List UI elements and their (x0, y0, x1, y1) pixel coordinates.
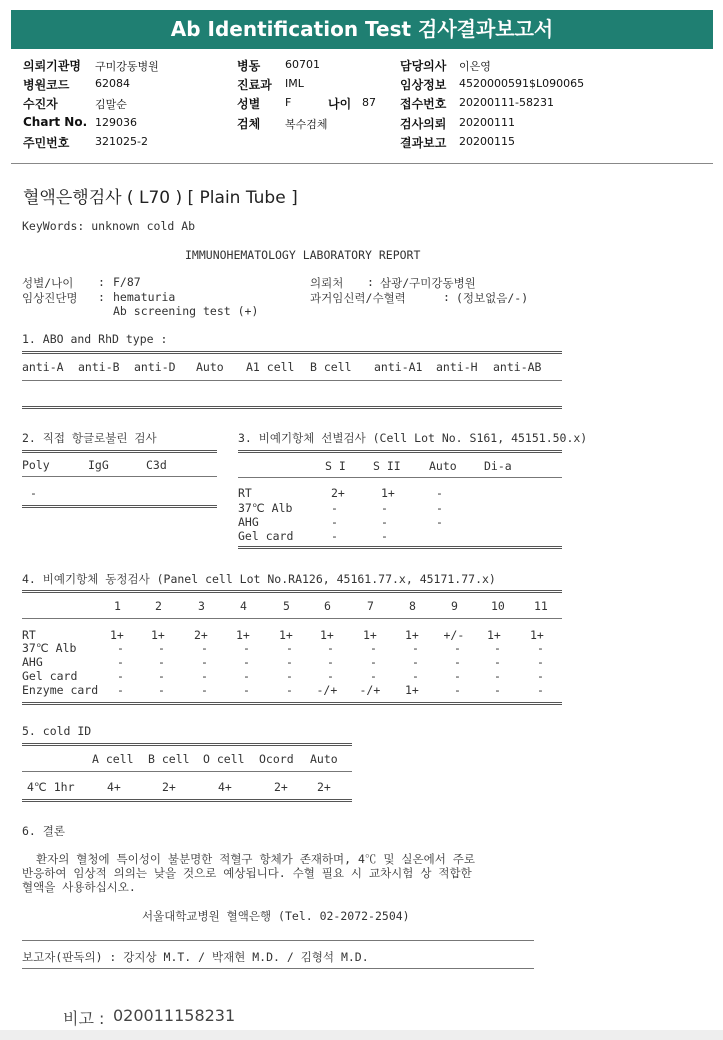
label-physician: 담당의사 (400, 59, 447, 73)
panel-header: 3 (198, 599, 205, 613)
panel-cell: - (537, 683, 544, 697)
value-ward: 60701 (285, 58, 320, 71)
label-receipt-no: 접수번호 (400, 97, 447, 111)
panel-cell: - (327, 669, 334, 683)
double-rule (22, 799, 352, 802)
panel-cell: - (117, 669, 124, 683)
double-rule (22, 406, 562, 409)
lab-report-title: IMMUNOHEMATOLOGY LABORATORY REPORT (185, 248, 421, 262)
sec1-title: 1. ABO and RhD type : (22, 332, 168, 346)
screen-header: Di-a (484, 459, 512, 473)
single-rule (22, 380, 562, 381)
double-rule (22, 351, 562, 354)
panel-cell: 1+ (279, 628, 293, 642)
panel-cell: - (158, 655, 165, 669)
panel-cell: - (286, 683, 293, 697)
screen-header: Auto (429, 459, 457, 473)
label-hospital-code: 병원코드 (23, 78, 70, 92)
double-rule (22, 590, 562, 593)
hospital-contact: 서울대학교병원 혈액은행 (Tel. 02-2072-2504) (142, 909, 410, 923)
panel-cell: - (537, 655, 544, 669)
panel-cell: - (412, 655, 419, 669)
label-report-date: 결과보고 (400, 136, 447, 150)
conclusion-line: 반응하여 임상적 의의는 낮을 것으로 예상됩니다. 수혈 필요 시 교차시험 상 적합한 (22, 866, 472, 880)
screen-cell: - (436, 486, 443, 500)
panel-cell: - (454, 669, 461, 683)
panel-cell: - (370, 669, 377, 683)
panel-cell: - (327, 655, 334, 669)
diagnosis-value: hematuria (113, 290, 176, 304)
panel-cell: 1+ (405, 628, 419, 642)
panel-cell: - (117, 683, 124, 697)
label-sex: 성별 (237, 97, 261, 111)
panel-cell: 1+ (530, 628, 544, 642)
label-resident-no: 주민번호 (23, 136, 70, 150)
label-chart-no: Chart No. (23, 115, 88, 129)
screen-cell: - (331, 501, 338, 515)
panel-cell: - (243, 641, 250, 655)
conclusion-line: 혈액을 사용하십시오. (22, 880, 136, 894)
screen-cell: - (436, 501, 443, 515)
panel-cell: - (494, 655, 501, 669)
panel-cell: - (243, 669, 250, 683)
panel-header: 11 (534, 599, 548, 613)
header-divider (11, 163, 713, 164)
panel-header: 1 (114, 599, 121, 613)
panel-cell: -/+ (316, 683, 338, 697)
value-report-date: 20200115 (459, 135, 515, 148)
keywords: KeyWords: unknown cold Ab (22, 219, 196, 233)
screen-row-label: AHG (238, 515, 259, 529)
panel-cell: - (370, 655, 377, 669)
panel-cell: 1+ (320, 628, 334, 642)
screen-row-label: 37℃ Alb (238, 501, 293, 515)
double-rule (22, 702, 562, 705)
label-department: 진료과 (237, 78, 272, 92)
screen-cell: - (381, 529, 388, 543)
sec5-title: 5. cold ID (22, 724, 92, 738)
cold-header: B cell (148, 752, 190, 766)
colon: : (98, 290, 105, 304)
double-rule (22, 450, 217, 453)
label-institution: 의뢰기관명 (23, 59, 81, 73)
panel-header: 9 (451, 599, 458, 613)
abo-header: A1 cell (246, 360, 295, 374)
referrer-label: 의뢰처 (310, 276, 344, 290)
cold-cell: 4+ (218, 780, 232, 794)
double-rule (22, 505, 217, 508)
panel-cell: - (158, 683, 165, 697)
panel-cell: 1+ (110, 628, 124, 642)
screen-cell: - (381, 501, 388, 515)
cold-header: A cell (92, 752, 134, 766)
remark-value: 020011158231 (113, 1006, 236, 1025)
reporter: 보고자(판독의) : 강지상 M.T. / 박재현 M.D. / 김형석 M.D. (22, 950, 369, 964)
panel-cell: - (243, 655, 250, 669)
single-rule (238, 477, 562, 478)
panel-header: 2 (155, 599, 162, 613)
label-ward: 병동 (237, 59, 261, 73)
blood-bank-title: 혈액은행검사 ( L70 ) [ Plain Tube ] (23, 188, 298, 208)
panel-cell: - (454, 683, 461, 697)
cold-cell: 2+ (162, 780, 176, 794)
value-specimen: 복수검체 (285, 118, 328, 131)
panel-cell: - (201, 641, 208, 655)
label-clinical-info: 임상정보 (400, 78, 447, 92)
panel-cell: 1+ (487, 628, 501, 642)
panel-header: 8 (409, 599, 416, 613)
cold-row-label: 4℃ 1hr (27, 780, 75, 794)
screen-row-label: Gel card (238, 529, 294, 543)
screen-header: S I (325, 459, 346, 473)
panel-cell: 1+ (363, 628, 377, 642)
conclusion-line: 환자의 혈청에 특이성이 불분명한 적혈구 항체가 존재하며, 4℃ 및 실온에서 주로 (36, 852, 475, 866)
abo-header: anti-AB (493, 360, 542, 374)
panel-cell: - (201, 683, 208, 697)
screen-header: S II (373, 459, 401, 473)
panel-cell: - (537, 641, 544, 655)
abo-header: B cell (310, 360, 352, 374)
value-institution: 구미강동병원 (95, 60, 159, 73)
panel-cell: - (117, 655, 124, 669)
panel-row-label: Gel card (22, 669, 78, 683)
label-patient: 수진자 (23, 97, 58, 111)
panel-cell: - (286, 641, 293, 655)
sex-age-label: 성별/나이 (22, 276, 74, 290)
sec2-title: 2. 직접 항글로불린 검사 (22, 431, 157, 445)
cold-cell: 2+ (274, 780, 288, 794)
panel-cell: - (454, 641, 461, 655)
referrer-value: 삼광/구미강동병원 (380, 276, 476, 290)
colon: : (98, 275, 105, 289)
label-specimen: 검체 (237, 117, 261, 131)
panel-cell: 1+ (151, 628, 165, 642)
screen-cell: 2+ (331, 486, 345, 500)
panel-cell: - (243, 683, 250, 697)
report-title: Ab Identification Test 검사결과보고서 (11, 10, 713, 49)
panel-cell: - (412, 641, 419, 655)
panel-cell: - (117, 641, 124, 655)
sex-age-value: F/87 (113, 275, 141, 289)
dat-header: IgG (88, 458, 109, 472)
panel-header: 6 (324, 599, 331, 613)
panel-header: 10 (491, 599, 505, 613)
diagnosis-label: 임상진단명 (22, 291, 78, 305)
value-receipt-no: 20200111-58231 (459, 96, 554, 109)
panel-cell: 1+ (236, 628, 250, 642)
value-physician: 이은영 (459, 60, 491, 73)
screen-cell: - (331, 515, 338, 529)
colon: : (443, 290, 450, 304)
panel-header: 7 (367, 599, 374, 613)
abo-header: Auto (196, 360, 224, 374)
panel-cell: - (494, 641, 501, 655)
panel-row-label: 37℃ Alb (22, 641, 77, 655)
screen-cell: - (331, 529, 338, 543)
single-rule (22, 476, 217, 477)
panel-cell: - (412, 669, 419, 683)
cold-cell: 2+ (317, 780, 331, 794)
panel-row-label: RT (22, 628, 36, 642)
single-rule (22, 618, 562, 619)
value-department: IML (285, 77, 304, 90)
dat-header: Poly (22, 458, 50, 472)
double-rule (22, 743, 352, 746)
panel-row-label: AHG (22, 655, 43, 669)
value-patient: 김말순 (95, 98, 127, 111)
abo-header: anti-A1 (374, 360, 423, 374)
history-value: (정보없음/-) (456, 291, 529, 305)
label-age: 나이 (328, 97, 352, 111)
panel-cell: - (286, 655, 293, 669)
panel-cell: - (370, 641, 377, 655)
panel-cell: - (201, 669, 208, 683)
abo-header: anti-D (134, 360, 176, 374)
value-age: 87 (362, 96, 376, 109)
cold-cell: 4+ (107, 780, 121, 794)
dat-value: - (30, 486, 37, 500)
value-sex: F (285, 96, 292, 109)
screen-cell: - (436, 515, 443, 529)
panel-cell: - (201, 655, 208, 669)
colon: : (367, 275, 374, 289)
panel-cell: - (327, 641, 334, 655)
screen-row-label: RT (238, 486, 252, 500)
cold-header: Ocord (259, 752, 294, 766)
single-rule (22, 940, 534, 941)
sec6-title: 6. 결론 (22, 824, 65, 838)
abo-header: anti-A (22, 360, 64, 374)
panel-cell: - (537, 669, 544, 683)
label-request-date: 검사의뢰 (400, 117, 447, 131)
value-hospital-code: 62084 (95, 77, 130, 90)
panel-cell: - (494, 683, 501, 697)
panel-cell: 2+ (194, 628, 208, 642)
panel-header: 4 (240, 599, 247, 613)
single-rule (22, 968, 534, 969)
dat-header: C3d (146, 458, 167, 472)
panel-cell: - (454, 655, 461, 669)
cold-header: Auto (310, 752, 338, 766)
single-rule (22, 771, 352, 772)
panel-cell: - (158, 641, 165, 655)
double-rule (238, 450, 562, 453)
panel-cell: 1+ (405, 683, 419, 697)
value-chart-no: 129036 (95, 116, 137, 129)
screen-cell: - (381, 515, 388, 529)
panel-cell: - (158, 669, 165, 683)
abo-header: anti-H (436, 360, 478, 374)
double-rule (238, 546, 562, 549)
abo-header: anti-B (78, 360, 120, 374)
history-label: 과거임신력/수혈력 (310, 291, 406, 305)
screening-result: Ab screening test (+) (113, 304, 259, 318)
sec4-title: 4. 비예기항체 동정검사 (Panel cell Lot No.RA126, 45161.77.x, 45171.77.x) (22, 572, 496, 586)
value-clinical-info: 4520000591$L090065 (459, 77, 585, 90)
value-request-date: 20200111 (459, 116, 515, 129)
value-resident-no: 321025-2 (95, 135, 148, 148)
panel-cell: - (286, 669, 293, 683)
sec3-title: 3. 비예기항체 선별검사 (Cell Lot No. S161, 45151.50.x) (238, 431, 588, 445)
panel-cell: +/- (443, 628, 465, 642)
remark-label: 비고 : (63, 1009, 105, 1028)
cold-header: O cell (203, 752, 245, 766)
panel-header: 5 (283, 599, 290, 613)
panel-cell: - (494, 669, 501, 683)
panel-row-label: Enzyme card (22, 683, 99, 697)
panel-cell: -/+ (359, 683, 381, 697)
screen-cell: 1+ (381, 486, 395, 500)
